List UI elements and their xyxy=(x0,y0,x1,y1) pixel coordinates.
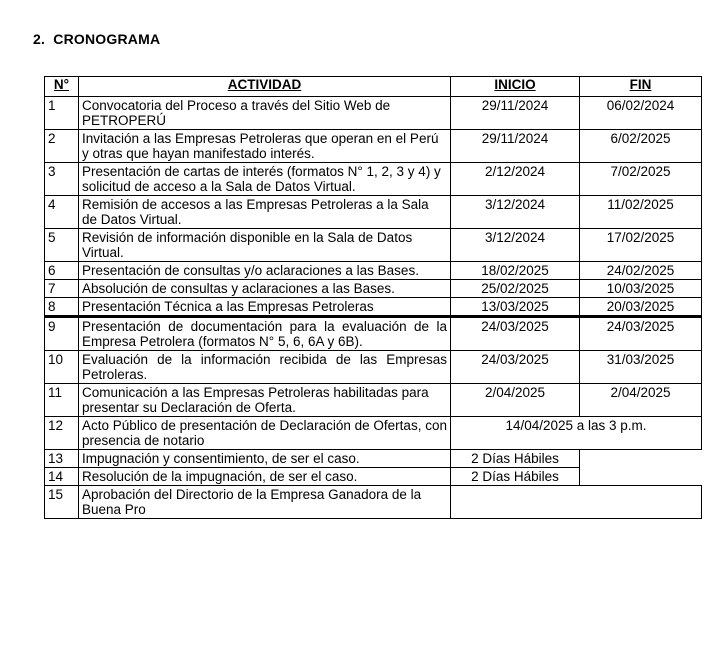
header-end: FIN xyxy=(580,77,702,97)
row-number: 8 xyxy=(45,298,79,317)
row-activity: Resolución de la impugnación, de ser el caso. xyxy=(79,468,451,486)
table-row xyxy=(45,229,702,262)
row-number: 13 xyxy=(45,450,79,468)
row-number: 3 xyxy=(45,163,79,196)
row-activity: Acto Público de presentación de Declaración de Ofertas, con presencia de notario xyxy=(79,417,451,450)
row-duration: 2 Días Hábiles xyxy=(451,450,580,468)
table-row xyxy=(45,130,702,163)
row-duration: 2 Días Hábiles xyxy=(451,468,580,486)
table-row xyxy=(45,97,702,130)
row-number: 6 xyxy=(45,262,79,280)
row-number: 10 xyxy=(45,351,79,384)
row-number: 9 xyxy=(45,317,79,351)
section-number: 2. xyxy=(33,31,46,47)
row-end-date: 24/03/2025 xyxy=(580,317,702,351)
row-start-date: 29/11/2024 xyxy=(451,130,580,163)
row-number: 12 xyxy=(45,417,79,450)
row-start-date: 24/03/2025 xyxy=(451,317,580,351)
row-activity: Remisión de accesos a las Empresas Petroleras a la Sala de Datos Virtual. xyxy=(79,196,451,229)
row-start-date: 2/04/2025 xyxy=(451,384,580,417)
row-end-date: 7/02/2025 xyxy=(580,163,702,196)
row-start-date: 13/03/2025 xyxy=(451,298,580,317)
row-end-date: 11/02/2025 xyxy=(580,196,702,229)
row-start-date: 18/02/2025 xyxy=(451,262,580,280)
row-start-date: 2/12/2024 xyxy=(451,163,580,196)
row-end-date: 06/02/2024 xyxy=(580,97,702,130)
row-end-date: 31/03/2025 xyxy=(580,351,702,384)
row-start-date: 3/12/2024 xyxy=(451,196,580,229)
row-number: 7 xyxy=(45,280,79,298)
row-empty-cell xyxy=(580,450,702,468)
table-row xyxy=(45,468,702,486)
row-end-date: 10/03/2025 xyxy=(580,280,702,298)
section-title: CRONOGRAMA xyxy=(53,31,161,47)
header-start: INICIO xyxy=(451,77,580,97)
table-header-row xyxy=(45,77,702,97)
table-row xyxy=(45,163,702,196)
row-activity: Comunicación a las Empresas Petroleras habilitadas para presentar su Declaración de Oferta. xyxy=(79,384,451,417)
row-activity: Impugnación y consentimiento, de ser el caso. xyxy=(79,450,451,468)
table-row xyxy=(45,317,702,351)
table-row xyxy=(45,298,702,317)
row-activity: Aprobación del Directorio de la Empresa Ganadora de la Buena Pro xyxy=(79,486,451,519)
row-end-date: 6/02/2025 xyxy=(580,130,702,163)
row-merged-date: 14/04/2025 a las 3 p.m. xyxy=(451,417,702,450)
table-row xyxy=(45,384,702,417)
row-start-date: 29/11/2024 xyxy=(451,97,580,130)
row-activity: Presentación Técnica a las Empresas Petroleras xyxy=(79,298,451,317)
row-number: 14 xyxy=(45,468,79,486)
row-activity: Invitación a las Empresas Petroleras que operan en el Perú y otras que hayan manifestado interés. xyxy=(79,130,451,163)
row-activity: Presentación de cartas de interés (formatos N° 1, 2, 3 y 4) y solicitud de acceso a la Sala de Datos Virtual. xyxy=(79,163,451,196)
row-activity: Presentación de consultas y/o aclaraciones a las Bases. xyxy=(79,262,451,280)
row-merged-date xyxy=(451,486,702,519)
table-row xyxy=(45,280,702,298)
row-end-date: 24/02/2025 xyxy=(580,262,702,280)
row-start-date: 24/03/2025 xyxy=(451,351,580,384)
table-row xyxy=(45,486,702,519)
table-row xyxy=(45,417,702,450)
row-activity: Revisión de información disponible en la Sala de Datos Virtual. xyxy=(79,229,451,262)
schedule-table xyxy=(44,76,702,519)
row-activity: Absolución de consultas y aclaraciones a las Bases. xyxy=(79,280,451,298)
section-heading xyxy=(33,31,160,47)
row-number: 1 xyxy=(45,97,79,130)
row-number: 4 xyxy=(45,196,79,229)
row-activity: Evaluación de la información recibida de las Empresas Petroleras. xyxy=(79,351,451,384)
header-activity: ACTIVIDAD xyxy=(79,77,451,97)
table-row xyxy=(45,450,702,468)
row-empty-cell xyxy=(580,468,702,486)
row-activity: Presentación de documentación para la evaluación de la Empresa Petrolera (formatos N° 5, 6, 6A y 6B). xyxy=(79,317,451,351)
row-number: 5 xyxy=(45,229,79,262)
table-row xyxy=(45,351,702,384)
row-number: 2 xyxy=(45,130,79,163)
row-end-date: 20/03/2025 xyxy=(580,298,702,317)
table-row xyxy=(45,196,702,229)
row-number: 11 xyxy=(45,384,79,417)
row-number: 15 xyxy=(45,486,79,519)
row-end-date: 2/04/2025 xyxy=(580,384,702,417)
row-start-date: 25/02/2025 xyxy=(451,280,580,298)
table-row xyxy=(45,262,702,280)
header-num: N° xyxy=(45,77,79,97)
row-end-date: 17/02/2025 xyxy=(580,229,702,262)
row-start-date: 3/12/2024 xyxy=(451,229,580,262)
row-activity: Convocatoria del Proceso a través del Sitio Web de PETROPERÚ xyxy=(79,97,451,130)
